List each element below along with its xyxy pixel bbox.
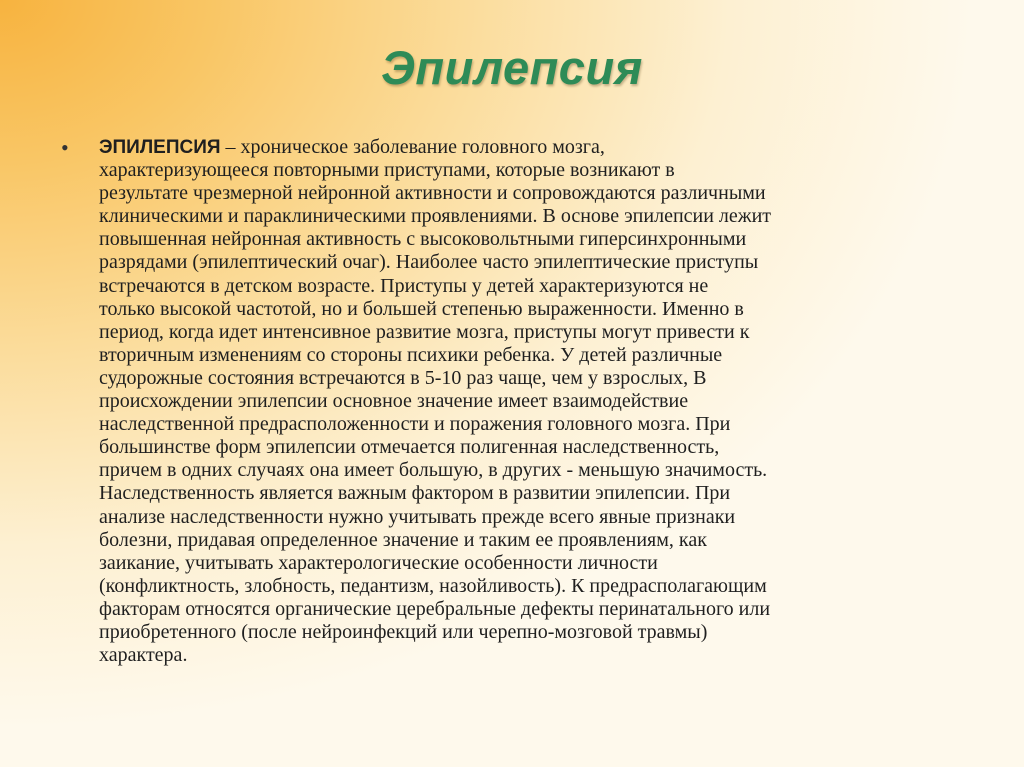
paragraph-line: (конфликтность, злобность, педантизм, назойливость). К предрасполагающим bbox=[99, 574, 767, 597]
paragraph-line: клиническими и параклиническими проявлениями. В основе эпилепсии лежит bbox=[99, 205, 772, 228]
paragraph-line: происхождении эпилепсии основное значение имеет взаимодействие bbox=[99, 390, 689, 413]
bullet-marker: • bbox=[61, 135, 69, 160]
slide-title: Эпилепсия bbox=[381, 41, 643, 94]
line-text: – хроническое заболевание головного мозга, bbox=[220, 136, 605, 158]
paragraph-line: только высокой частотой, но и большей степенью выраженности. Именно в bbox=[99, 297, 744, 320]
paragraph-line: анализе наследственности нужно учитывать прежде всего явные признаки bbox=[99, 505, 736, 528]
paragraph-line: встречаются в детском возрасте. Приступы у детей характеризуются не bbox=[99, 274, 709, 297]
paragraph-line bbox=[99, 136, 979, 159]
paragraph-line: большинстве форм эпилепсии отмечается полигенная наследственность, bbox=[99, 436, 720, 459]
paragraph-line: наследственной предрасположенности и поражения головного мозга. При bbox=[99, 413, 731, 436]
paragraph-line: Наследственность является важным фактором в развитии эпилепсии. При bbox=[99, 482, 731, 505]
paragraph-line: болезни, придавая определенное значение и таким ее проявлениям, как bbox=[99, 528, 707, 551]
paragraph-line: результате чрезмерной нейронной активности и сопровождаются различными bbox=[99, 182, 766, 205]
paragraph-line: причем в одних случаях она имеет большую, в других - меньшую значимость. bbox=[99, 459, 768, 482]
paragraph-line: период, когда идет интенсивное развитие мозга, приступы могут привести к bbox=[99, 320, 750, 343]
paragraph-line: вторичным изменениям со стороны психики ребенка. У детей различные bbox=[99, 343, 723, 366]
paragraph-line: судорожные состояния встречаются в 5-10 раз чаще, чем у взрослых, В bbox=[99, 366, 707, 389]
paragraph-line: разрядами (эпилептический очаг). Наиболее часто эпилептические приступы bbox=[99, 251, 759, 274]
defined-term: ЭПИЛЕПСИЯ bbox=[99, 137, 221, 158]
paragraph-line: характеризующееся повторными приступами, которые возникают в bbox=[99, 159, 675, 182]
paragraph-line: факторам относятся органические церебральные дефекты перинатального или bbox=[99, 597, 771, 620]
paragraph-line: характера. bbox=[99, 644, 188, 667]
definition-paragraph bbox=[99, 136, 979, 667]
paragraph-line: приобретенного (после нейроинфекций или черепно-мозговой травмы) bbox=[99, 620, 708, 643]
paragraph-line: повышенная нейронная активность с высоковольтными гиперсинхронными bbox=[99, 228, 747, 251]
paragraph-line: заикание, учитывать характерологические особенности личности bbox=[99, 551, 658, 574]
